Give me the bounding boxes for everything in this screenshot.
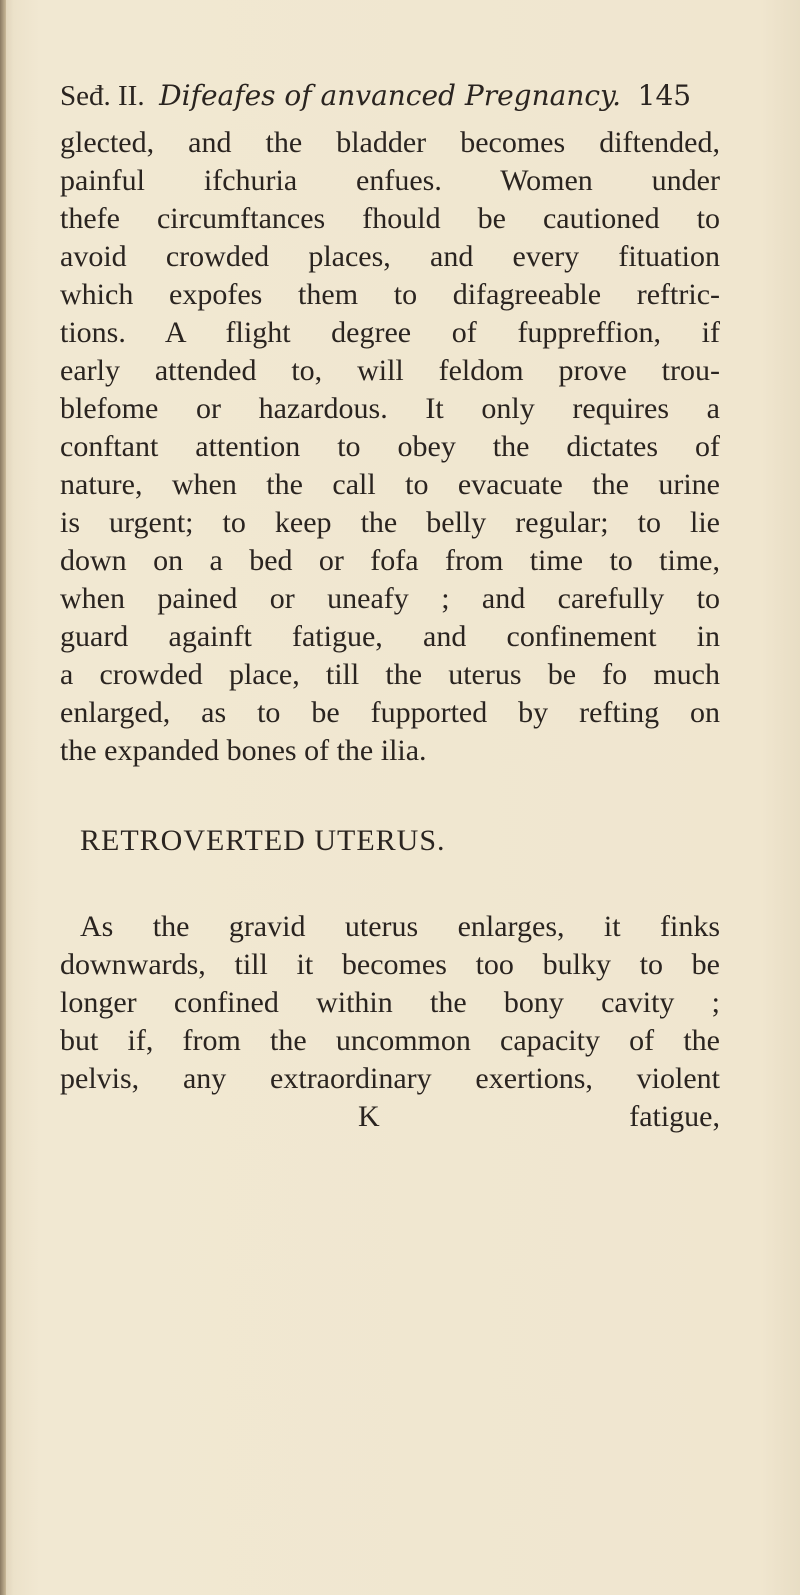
text-line: longer confined within the bony cavity ;: [60, 986, 720, 1019]
text-line: but if, from the uncommon capacity of the: [60, 1024, 720, 1057]
text-line: which expofes them to difagreeable reftric-: [60, 278, 720, 311]
page-number: 145: [637, 79, 692, 112]
text-line: As the gravid uterus enlarges, it finks: [80, 910, 720, 943]
text-line: glected, and the bladder becomes diftended,: [60, 126, 720, 159]
text-line: early attended to, will feldom prove trou-: [60, 354, 720, 387]
section-heading: RETROVERTED UTERUS.: [80, 824, 446, 857]
header-section: Seđ. II.: [60, 80, 145, 112]
text-line: pelvis, any extraordinary exertions, violent: [60, 1062, 720, 1095]
text-line: avoid crowded places, and every fituation: [60, 240, 720, 273]
text-line: guard againft fatigue, and confinement in: [60, 620, 720, 653]
signature-mark: K: [358, 1100, 380, 1133]
text-line: thefe circumftances fhould be cautioned to: [60, 202, 720, 235]
body-text: [60, 124, 720, 1136]
text-line: downwards, till it becomes too bulky to be: [60, 948, 720, 981]
text-line: blefome or hazardous. It only requires a: [60, 392, 720, 425]
text-line: nature, when the call to evacuate the urine: [60, 468, 720, 501]
page-footer: [60, 1098, 720, 1136]
page-spine-shadow: [0, 0, 6, 1595]
text-line: enlarged, as to be fupported by refting on: [60, 696, 720, 729]
running-header: [60, 76, 760, 116]
text-line: is urgent; to keep the belly regular; to lie: [60, 506, 720, 539]
text-line: down on a bed or fofa from time to time,: [60, 544, 720, 577]
header-title: Difeafes of anvanced Pregnancy.: [159, 79, 622, 112]
text-line: painful ifchuria enfues. Women under: [60, 164, 720, 197]
catchword: fatigue,: [629, 1100, 720, 1133]
text-line: a crowded place, till the uterus be fo much: [60, 658, 720, 691]
text-line: conftant attention to obey the dictates of: [60, 430, 720, 463]
text-line: the expanded bones of the ilia.: [60, 734, 427, 767]
text-line: when pained or uneafy ; and carefully to: [60, 582, 720, 615]
text-line: tions. A flight degree of fuppreffion, if: [60, 316, 720, 349]
